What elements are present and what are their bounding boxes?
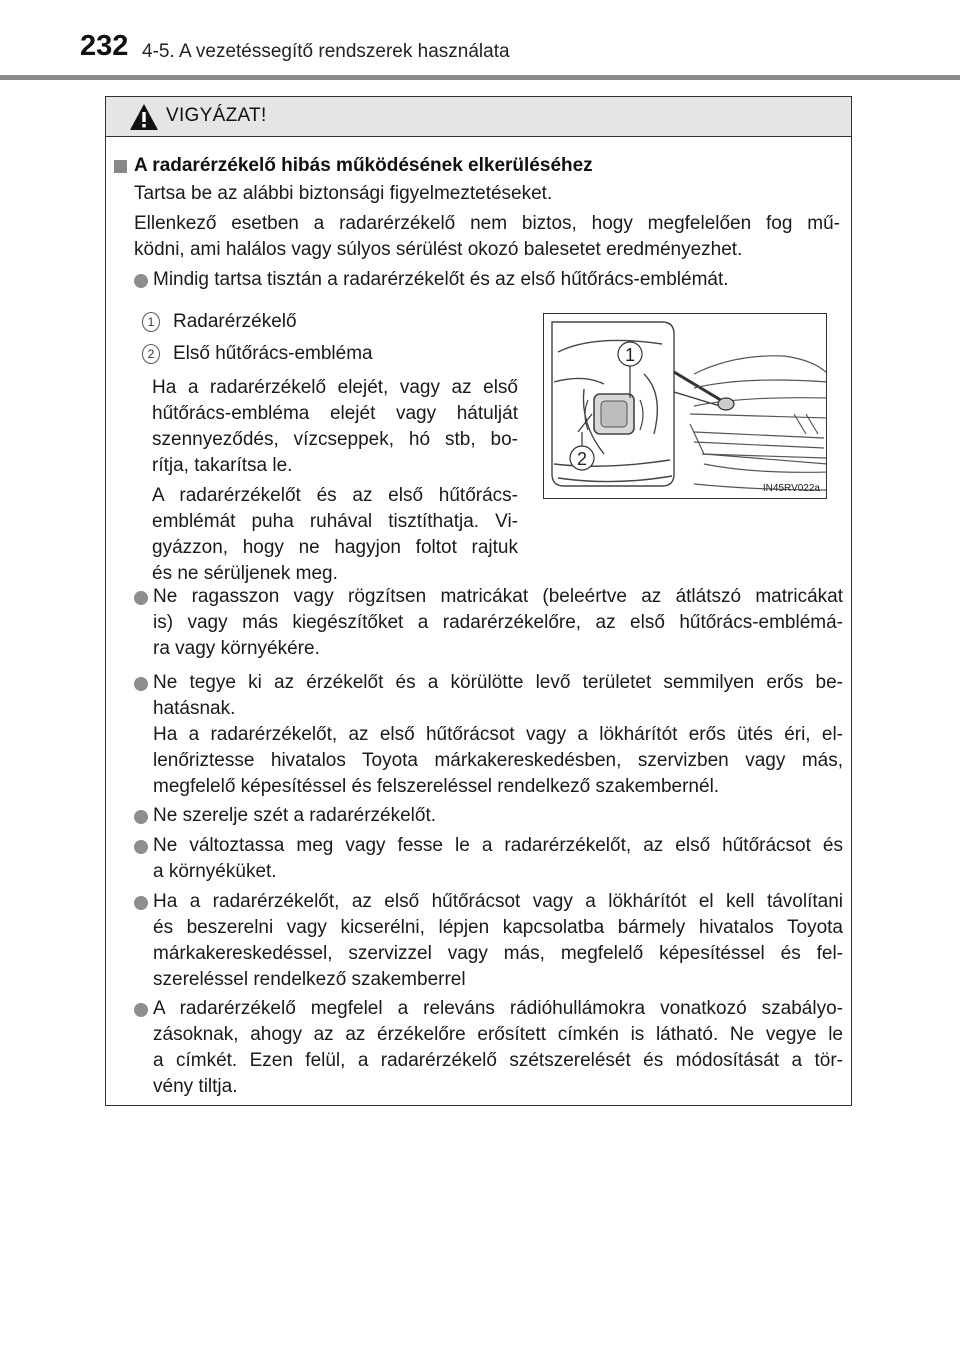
- bullet-dot-icon: [134, 274, 148, 288]
- legend-label-1: Radarérzékelő: [173, 311, 297, 332]
- clean-note-line-3: szennyeződés, vízcseppek, hó stb, bo-: [152, 429, 518, 450]
- chapter-title: 4-5. A vezetéssegítő rendszerek használata: [142, 41, 510, 62]
- bullet-dot-icon: [134, 677, 148, 691]
- page-header: [0, 0, 960, 80]
- bullet-2-line-1: Ne ragasszon vagy rögzítsen matricákat (beleértve az átlátszó matricákat: [153, 586, 843, 607]
- bullet-2-line-3: ra vagy környékére.: [153, 638, 320, 659]
- bullet-7-line-2: zásoknak, ahogy az az érzékelőre erősített címkén is látható. Ne vegye le: [153, 1024, 843, 1045]
- bullet-7-line-4: vény tiltja.: [153, 1076, 238, 1097]
- consequence-line-1: Ellenkező esetben a radarérzékelő nem biztos, hogy megfelelően fog mű-: [134, 213, 840, 234]
- consequence-line-2: ködni, ami halálos vagy súlyos sérülést okozó balesetet eredményezhet.: [134, 239, 743, 260]
- bullet-7-line-3: a címkét. Ezen felül, a radarérzékelő szétszerelését és módosítását a tör-: [153, 1050, 843, 1071]
- clean-note-line-4: rítja, takarítsa le.: [152, 455, 293, 476]
- legend-number-1: 1: [142, 312, 160, 332]
- bullet-5-line-2: a környéküket.: [153, 861, 277, 882]
- cloth-note-line-4: és ne sérüljenek meg.: [152, 563, 338, 584]
- bullet-1-text: Mindig tartsa tisztán a radarérzékelőt és az első hűtőrács-emblémát.: [153, 269, 729, 290]
- bullet-dot-icon: [134, 1003, 148, 1017]
- cloth-note-line-1: A radarérzékelőt és az első hűtőrács-: [152, 485, 518, 506]
- clean-note-line-2: hűtőrács-embléma elejét vagy hátulját: [152, 403, 518, 424]
- cloth-note-line-3: gyázzon, hogy ne hagyjon foltot rajtuk: [152, 537, 518, 558]
- bullet-3-line-2: hatásnak.: [153, 698, 236, 719]
- section-title: A radarérzékelő hibás működésének elkerüléséhez: [134, 155, 593, 176]
- warning-triangle-icon: [128, 102, 160, 132]
- bullet-2-line-2: is) vagy más kiegészítőket a radarérzékelőre, az első hűtőrács-emblémá-: [153, 612, 843, 633]
- bullet-5-line-1: Ne változtassa meg vagy fesse le a radarérzékelőt, az első hűtőrácsot és: [153, 835, 843, 856]
- intro-text: Tartsa be az alábbi biztonsági figyelmeztetéseket.: [134, 183, 553, 204]
- cloth-note-line-2: emblémát puha ruhával tisztíthatja. Vi-: [152, 511, 518, 532]
- bullet-7-line-1: A radarérzékelő megfelel a releváns rádióhullámokra vonatkozó szabályo-: [153, 998, 843, 1019]
- page-number: 232: [80, 30, 129, 62]
- warning-box: [105, 96, 852, 1106]
- bullet-3-line-4: lenőriztesse hivatalos Toyota márkakereskedésben, szervizben vagy más,: [153, 750, 843, 771]
- bullet-6-line-2: és beszerelni vagy kicserélni, lépjen kapcsolatba bármely hivatalos Toyota: [153, 917, 843, 938]
- bullet-dot-icon: [134, 896, 148, 910]
- warning-header: [106, 97, 851, 137]
- figure-callout-2: 2: [576, 449, 588, 469]
- header-rule: [0, 75, 960, 80]
- bullet-dot-icon: [134, 591, 148, 605]
- clean-note-line-1: Ha a radarérzékelő elejét, vagy az első: [152, 377, 518, 398]
- bullet-3-line-3: Ha a radarérzékelőt, az első hűtőrácsot vagy a lökhárítót erős ütés éri, el-: [153, 724, 843, 745]
- warning-label: VIGYÁZAT!: [166, 105, 267, 126]
- car-front-illustration: [544, 314, 827, 499]
- figure-caption: IN45RV022a: [762, 483, 820, 494]
- section-square-icon: [114, 160, 127, 173]
- bullet-3-line-1: Ne tegye ki az érzékelőt és a körülötte levő területet semmilyen erős be-: [153, 672, 843, 693]
- bullet-6-line-1: Ha a radarérzékelőt, az első hűtőrácsot vagy a lökhárítót el kell távolítani: [153, 891, 843, 912]
- bullet-4-line-1: Ne szerelje szét a radarérzékelőt.: [153, 805, 437, 826]
- legend-label-2: Első hűtőrács-embléma: [173, 343, 373, 364]
- bullet-6-line-4: szereléssel rendelkező szakemberrel: [153, 969, 466, 990]
- bullet-3-line-5: megfelelő képesítéssel és felszereléssel rendelkező szakembernél.: [153, 776, 720, 797]
- bullet-dot-icon: [134, 810, 148, 824]
- radar-sensor-figure: [543, 313, 827, 499]
- bullet-dot-icon: [134, 840, 148, 854]
- legend-number-2: 2: [142, 344, 160, 364]
- bullet-6-line-3: márkakereskedéssel, szervizzel vagy más, megfelelő képesítéssel és fel-: [153, 943, 843, 964]
- figure-callout-1: 1: [624, 345, 636, 365]
